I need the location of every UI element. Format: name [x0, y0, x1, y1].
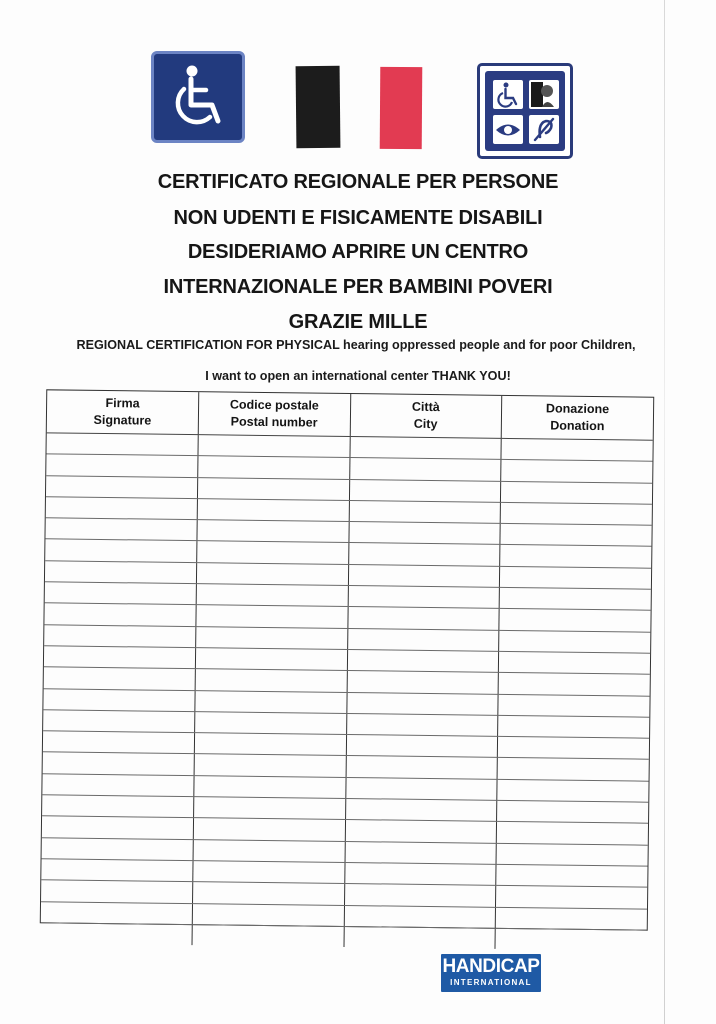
table-cell[interactable]: [349, 458, 501, 481]
table-cell[interactable]: [42, 816, 194, 839]
table-cell[interactable]: [44, 646, 196, 669]
table-cell[interactable]: [349, 437, 501, 460]
table-cell[interactable]: [349, 500, 501, 523]
table-cell[interactable]: [46, 475, 198, 498]
table-cell[interactable]: [43, 688, 195, 711]
table-cell[interactable]: [42, 774, 194, 797]
table-cell[interactable]: [347, 671, 499, 694]
column-header-line: City: [413, 416, 438, 432]
table-cell[interactable]: [194, 733, 346, 756]
table-cell[interactable]: [498, 715, 650, 738]
table-cell[interactable]: [501, 460, 653, 483]
table-header-row: [47, 390, 653, 440]
table-cell[interactable]: [499, 630, 651, 653]
table-cell[interactable]: [46, 497, 198, 520]
table-cell[interactable]: [41, 901, 193, 924]
table-cell[interactable]: [346, 756, 498, 779]
column-header-postal: [198, 392, 350, 436]
table-cell[interactable]: [43, 752, 195, 775]
table-cell[interactable]: [194, 754, 346, 777]
table-cell[interactable]: [500, 481, 652, 504]
logo-name: HANDICAP: [442, 956, 540, 977]
table-cell[interactable]: [346, 713, 498, 736]
table-cell[interactable]: [44, 603, 196, 626]
heading-line-1: CERTIFICATO REGIONALE PER PERSONE: [157, 171, 559, 193]
table-cell[interactable]: [197, 541, 349, 564]
table-cell[interactable]: [193, 839, 345, 862]
column-header-line: Signature: [93, 412, 152, 428]
table-cell[interactable]: [193, 818, 345, 841]
subheading-line-1: REGIONAL CERTIFICATION FOR PHYSICAL hearing oppressed people and for poor Children,: [76, 338, 636, 352]
table-cell[interactable]: [41, 859, 193, 882]
table-cell[interactable]: [497, 737, 649, 760]
mini-hearing-impaired-icon: [529, 115, 559, 144]
flag-stripe-red: [380, 67, 423, 149]
table-cell[interactable]: [193, 861, 345, 884]
table-cell[interactable]: [42, 795, 194, 818]
heading-line-3: DESIDERIAMO APRIRE UN CENTRO: [187, 241, 529, 263]
table-cell[interactable]: [497, 800, 649, 823]
table-cell[interactable]: [500, 545, 652, 568]
table-cell[interactable]: [498, 694, 650, 717]
table-cell[interactable]: [44, 667, 196, 690]
table-cell[interactable]: [499, 609, 651, 632]
subheading-line-2: I want to open an international center THANK YOU!: [205, 369, 511, 383]
table-cell[interactable]: [496, 843, 648, 866]
table-cell[interactable]: [43, 710, 195, 733]
table-cell[interactable]: [198, 456, 350, 479]
signature-table-frame: [40, 389, 654, 930]
table-cell[interactable]: [198, 435, 350, 458]
table-cell[interactable]: [343, 926, 495, 949]
wheelchair-icon: [151, 51, 245, 143]
table-cell[interactable]: [45, 539, 197, 562]
table-cell[interactable]: [495, 928, 647, 951]
signature-table: [41, 390, 654, 950]
handicap-international-logo: [441, 954, 541, 992]
mini-wheelchair-icon: [493, 80, 523, 109]
heading-line-4: INTERNAZIONALE PER BAMBINI POVERI: [163, 276, 553, 298]
table-cell[interactable]: [347, 649, 499, 672]
table-cell[interactable]: [196, 605, 348, 628]
table-cell[interactable]: [348, 564, 500, 587]
table-cell[interactable]: [41, 923, 193, 946]
table-cell[interactable]: [498, 651, 650, 674]
table-cell[interactable]: [345, 820, 497, 843]
mini-visual-impaired-icon: [493, 115, 523, 144]
table-cell[interactable]: [344, 884, 496, 907]
table-cell[interactable]: [347, 607, 499, 630]
table-cell[interactable]: [45, 582, 197, 605]
table-cell[interactable]: [43, 731, 195, 754]
table-cell[interactable]: [41, 880, 193, 903]
table-cell[interactable]: [499, 587, 651, 610]
logo-tagline: INTERNATIONAL: [450, 978, 532, 987]
table-cell[interactable]: [192, 924, 344, 947]
table-cell[interactable]: [501, 438, 653, 461]
table-cell[interactable]: [45, 561, 197, 584]
mini-blind-person-icon: [529, 80, 559, 109]
page-edge-line: [664, 0, 665, 1024]
table-cell[interactable]: [194, 775, 346, 798]
table-cell[interactable]: [495, 907, 647, 930]
table-cell[interactable]: [497, 758, 649, 781]
table-cell[interactable]: [344, 905, 496, 928]
table-cell[interactable]: [346, 735, 498, 758]
table-cell[interactable]: [498, 673, 650, 696]
column-header-line: Codice postale: [229, 397, 319, 413]
column-header-signature: [47, 390, 199, 434]
table-cell[interactable]: [195, 712, 347, 735]
column-header-line: Donazione: [545, 401, 610, 417]
column-header-line: Postal number: [230, 414, 318, 430]
table-cell[interactable]: [196, 584, 348, 607]
table-cell[interactable]: [496, 864, 648, 887]
accessibility-symbols-icon: [477, 63, 573, 159]
table-cell[interactable]: [347, 628, 499, 651]
table-cell[interactable]: [497, 779, 649, 802]
table-cell[interactable]: [348, 522, 500, 545]
flag-stripe-black: [296, 66, 341, 148]
table-cell[interactable]: [349, 479, 501, 502]
table-cell[interactable]: [345, 777, 497, 800]
table-cell[interactable]: [194, 797, 346, 820]
table-cell[interactable]: [195, 669, 347, 692]
table-cell[interactable]: [46, 433, 198, 456]
table-cell[interactable]: [495, 886, 647, 909]
column-header-donation: [501, 396, 653, 440]
column-header-line: Firma: [105, 396, 140, 411]
table-cell[interactable]: [195, 690, 347, 713]
column-header-line: Donation: [550, 418, 605, 434]
table-cell[interactable]: [42, 837, 194, 860]
column-header-line: Città: [411, 399, 440, 415]
table-cell[interactable]: [500, 524, 652, 547]
table-cell[interactable]: [196, 626, 348, 649]
heading-line-5: GRAZIE MILLE: [288, 311, 428, 333]
heading-line-2: NON UDENTI E FISICAMENTE DISABILI: [173, 207, 543, 229]
table-cell[interactable]: [346, 692, 498, 715]
table-cell[interactable]: [45, 518, 197, 541]
table-cell[interactable]: [196, 562, 348, 585]
column-header-city: [350, 394, 502, 438]
table-cell[interactable]: [46, 454, 198, 477]
table-cell[interactable]: [348, 543, 500, 566]
table-body: [41, 433, 653, 951]
table-cell[interactable]: [197, 520, 349, 543]
table-cell[interactable]: [496, 822, 648, 845]
table-cell[interactable]: [197, 477, 349, 500]
table-cell[interactable]: [193, 882, 345, 905]
table-cell[interactable]: [345, 799, 497, 822]
table-cell[interactable]: [197, 499, 349, 522]
table-cell[interactable]: [344, 862, 496, 885]
table-cell[interactable]: [192, 903, 344, 926]
table-cell[interactable]: [345, 841, 497, 864]
table-cell[interactable]: [348, 586, 500, 609]
table-cell[interactable]: [44, 624, 196, 647]
table-cell[interactable]: [195, 648, 347, 671]
table-cell[interactable]: [499, 566, 651, 589]
table-cell[interactable]: [500, 502, 652, 525]
